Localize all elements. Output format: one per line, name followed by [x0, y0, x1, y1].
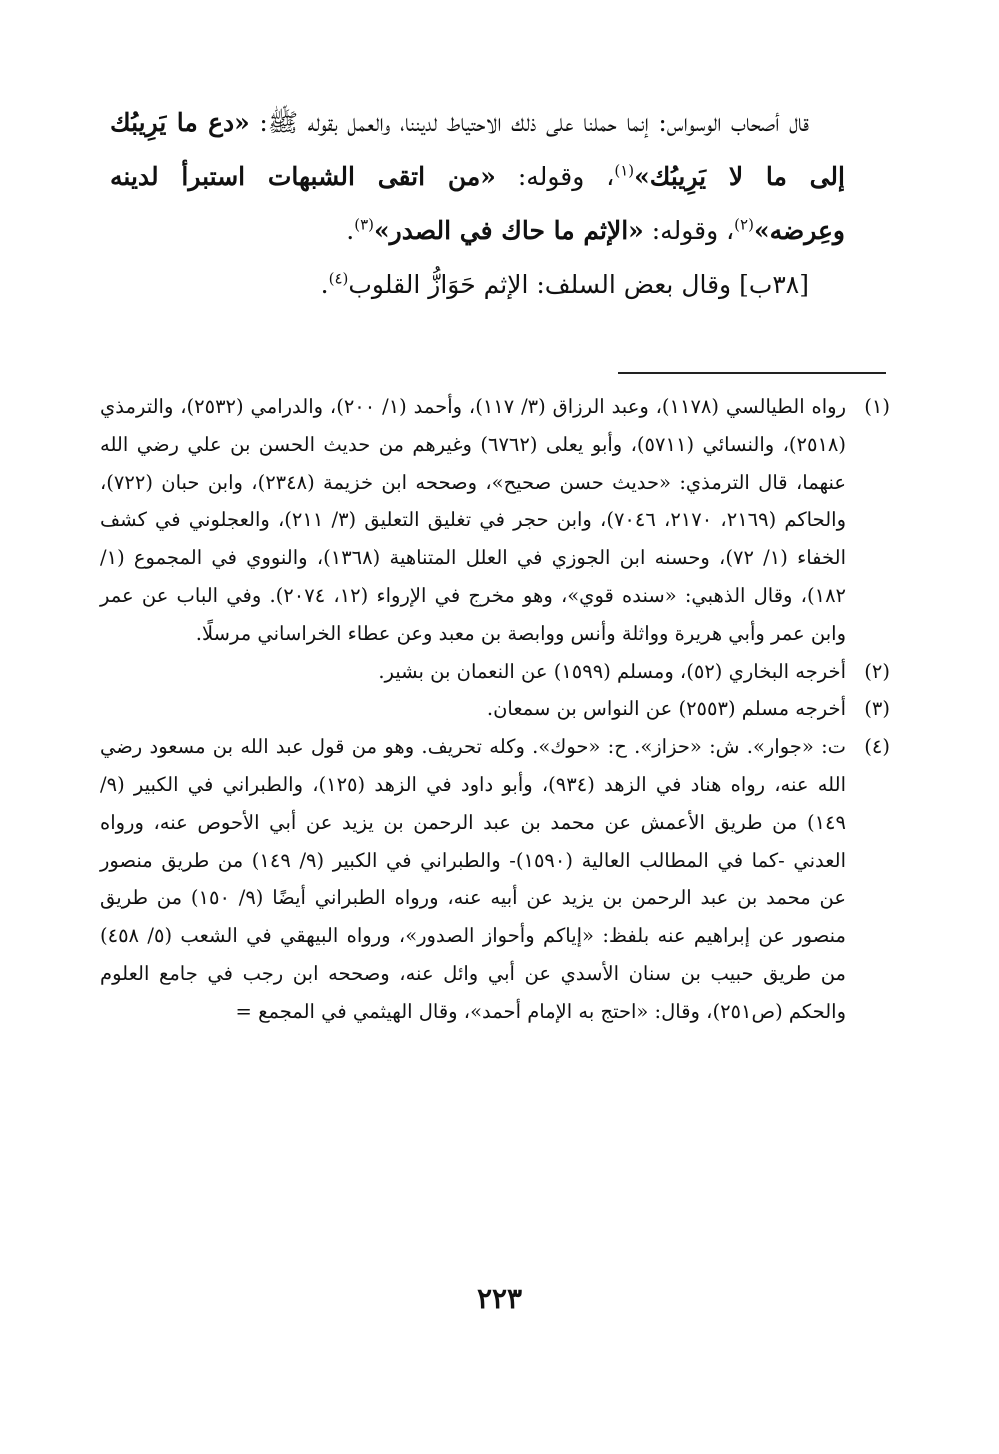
- main-paragraph-2-text: وقال بعض السلف: الإثم حَوَازُّ القلوب: [348, 270, 740, 299]
- main-paragraph-2-end: .: [320, 270, 329, 299]
- main-paragraph-1-text-3: ، وقوله:: [643, 216, 735, 245]
- footnote-divider: [618, 372, 886, 374]
- footnote-1: [100, 388, 890, 653]
- footnote-number: (٢): [864, 659, 890, 683]
- footnotes: [100, 388, 890, 1031]
- main-paragraph-1-text-2: ، وقوله:: [495, 162, 615, 191]
- main-paragraph-1: [110, 96, 845, 258]
- manuscript-folio-marker: [٣٨ب]: [739, 270, 809, 299]
- footnote-ref-3: (٣): [354, 215, 375, 234]
- hadith-quote-2: «من اتقى الشبهات استبرأ لدينه وعِرضه»: [110, 162, 845, 245]
- hadith-quote-3: «الإثم ما حاك في الصدر»: [374, 216, 644, 245]
- footnote-number: (٤): [864, 735, 890, 759]
- footnote-text: أخرجه البخاري (٥٢)، ومسلم (١٥٩٩) عن النعمان بن بشير.: [378, 659, 846, 683]
- footnote-text: رواه الطيالسي (١١٧٨)، وعبد الرزاق (٣/ ١١٧)، وأحمد (١/ ٢٠٠)، والدرامي (٢٥٣٢)، والترمذي (٢٥١٨)، والنسائي (٥٧١١)، وأبو يعلى (٦٧٦٢) وغيرهم من حديث الحسن بن علي رضي الله عنهما، قال الترمذي: «حديث حسن صحيح»، وصححه ابن خزيمة (٢٣٤٨)، وابن حبان (٧٢٢)، والحاكم (٢١٦٩، ٢١٧٠، ٧٠٤٦)، وابن حجر في تغليق التعليق (٣/ ٢١١)، والعجلوني في كشف الخفاء (١/ ٧٢)، وحسنه ابن الجوزي في العلل المتناهية (١٣٦٨)، والنووي في المجموع (١/ ١٨٢)، وقال الذهبي: «سنده قوي»، وهو مخرج في الإرواء (١٢، ٢٠٧٤). وفي الباب عن عمر وابن عمر وأبي هريرة وواثلة وأنس ووابصة بن معبد وعن عطاء الخراساني مرسلًا.: [100, 395, 847, 645]
- hadith-quote-1: «دع ما يَرِيبُك إلى ما لا يَرِيبُك»: [110, 108, 845, 191]
- footnote-number: (٣): [864, 697, 890, 721]
- main-paragraph-2: [110, 258, 845, 312]
- footnote-text: ت: «جوار». ش: «حزاز». ح: «حوك». وكله تحريف. وهو من قول عبد الله بن مسعود رضي الله عنه، رواه هناد في الزهد (٩٣٤)، وأبو داود في الزهد (١٢٥)، والطبراني في الكبير (٩/ ١٤٩) من طريق الأعمش عن محمد بن عبد الرحمن بن يزيد عن أبي الأحوص عنه، ورواه العدني -كما في المطالب العالية (١٥٩٠)- والطبراني في الكبير (٩/ ١٤٩) من طريق منصور عن محمد بن عبد الرحمن بن يزيد عن أبيه عنه، ورواه الطبراني أيضًا (٩/ ١٥٠) من طريق منصور عن إبراهيم عنه بلفظ: «إياكم وأحواز الصدور»، ورواه البيهقي في الشعب (٥/ ٤٥٨) من طريق حبيب بن سنان الأسدي عن أبي وائل عنه، وصححه ابن رجب في جامع العلوم والحكم (ص٢٥١)، وقال: «احتج به الإمام أحمد»، وقال الهيثمي في المجمع =: [100, 735, 847, 1023]
- footnote-4: [100, 728, 890, 1030]
- footnote-ref-2: (٢): [734, 215, 754, 234]
- main-paragraph-1-text-1: قال أصحاب الوسواس: إنما حملنا على ذلك الاحتياط لديننا، والعمل بقوله ﷺ:: [249, 108, 809, 137]
- footnote-ref-1: (١): [614, 161, 635, 180]
- footnote-ref-4: (٤): [328, 269, 349, 288]
- footnote-3: [100, 690, 890, 728]
- main-paragraph-1-text-4: .: [346, 216, 355, 245]
- page-number: ٢٢٣: [476, 1282, 523, 1315]
- footnote-number: (١): [864, 395, 890, 418]
- main-text: [110, 96, 845, 312]
- footnote-2: [100, 653, 890, 691]
- footnote-text: أخرجه مسلم (٢٥٥٣) عن النواس بن سمعان.: [486, 697, 846, 721]
